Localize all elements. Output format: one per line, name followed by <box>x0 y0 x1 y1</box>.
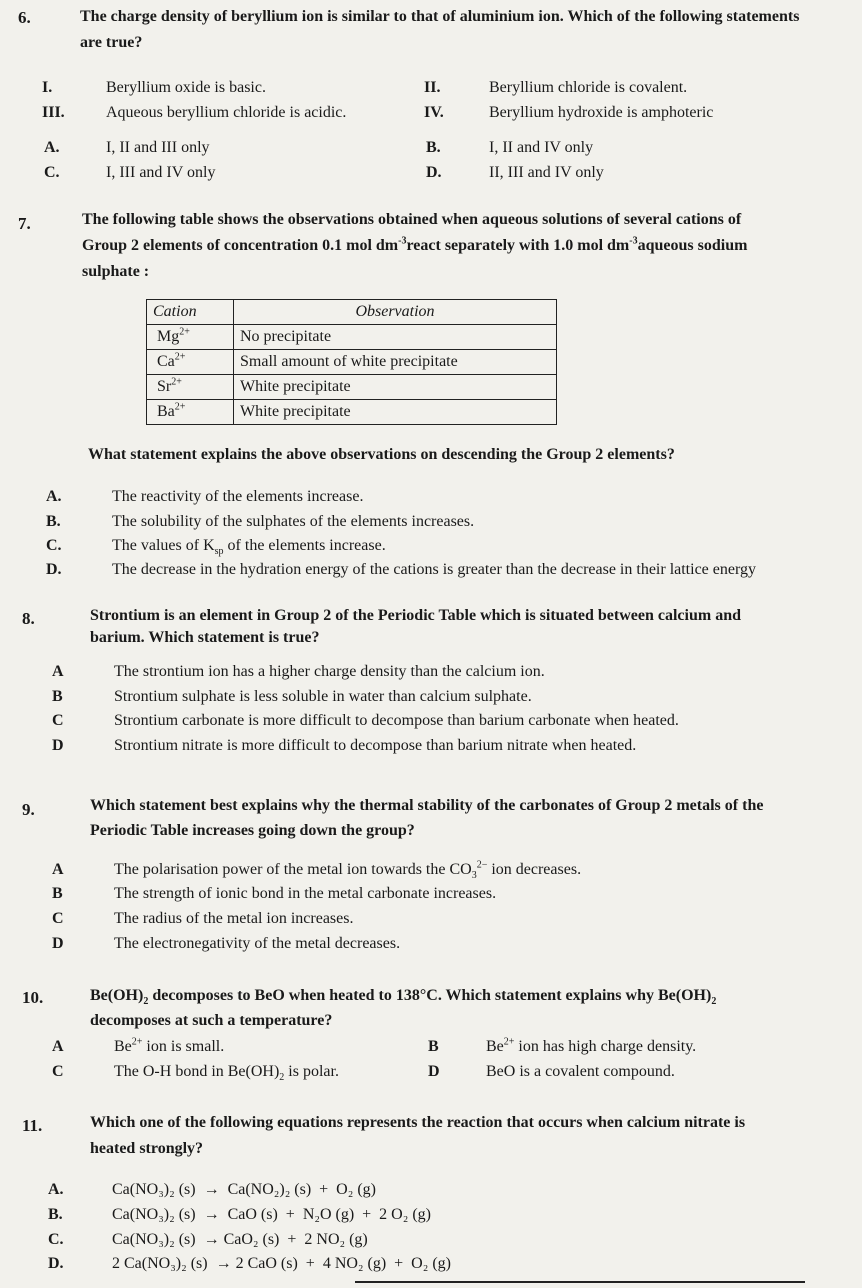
table-header: Cation <box>147 300 234 325</box>
observation-table <box>146 299 557 425</box>
option-label: D. <box>48 1255 64 1272</box>
option-label: A <box>52 663 64 680</box>
option-text: The values of $K_{sp}$ of the elements increase. <box>112 537 386 558</box>
option-text: I, II and IV only <box>489 139 594 156</box>
option-text: The polarisation power of the metal ion towards the $CO_3^{2-}$ ion decreases. <box>114 859 582 882</box>
question-stem-line: The following table shows the observations obtained when aqueous solutions of several cations of <box>82 211 742 228</box>
table-cell-cation: $Ca^{2+}$ <box>147 350 234 375</box>
option-label: B. <box>46 513 61 530</box>
option-label: C. <box>48 1231 64 1248</box>
table-cell-cation: $Ba^{2+}$ <box>147 400 234 425</box>
question-number: 7. <box>18 214 31 233</box>
divider-line <box>355 1281 805 1283</box>
question-stem-line: decomposes at such a temperature? <box>90 1012 333 1029</box>
statement-text: Beryllium chloride is covalent. <box>489 79 688 96</box>
option-label: B <box>52 688 63 705</box>
question-number: 9. <box>22 800 35 819</box>
question-stem-line: Which one of the following equations represents the reaction that occurs when calcium nitrate is <box>90 1114 746 1131</box>
question-stem-line: barium. Which statement is true? <box>90 629 320 646</box>
option-label: D. <box>426 164 442 181</box>
option-text: Strontium sulphate is less soluble in water than calcium sulphate. <box>114 688 532 705</box>
option-label: C. <box>46 537 62 554</box>
question-number: 8. <box>22 609 35 628</box>
option-label: D <box>428 1063 440 1080</box>
question-prompt: What statement explains the above observations on descending the Group 2 elements? <box>88 446 675 463</box>
table-row <box>147 325 557 350</box>
option-label: D <box>52 737 64 754</box>
question-stem-line: $Be(OH)_2$ decomposes to BeO when heated to 138°C. Which statement explains why $Be(OH)_2$ <box>90 987 717 1008</box>
option-label: C <box>52 910 64 927</box>
table-cell-cation: $Sr^{2+}$ <box>147 375 234 400</box>
option-text: Strontium nitrate is more difficult to decompose than barium nitrate when heated. <box>114 737 637 754</box>
table-row <box>147 400 557 425</box>
option-text: I, III and IV only <box>106 164 216 181</box>
option-equation: 2 Ca(NO₃)₂ (s) → 2 CaO (s) + 4 NO₂ (g) + O₂ (g) <box>112 1255 451 1272</box>
table-cell-observation: Small amount of white precipitate <box>234 350 557 375</box>
table-cell-observation: White precipitate <box>234 375 557 400</box>
table-cell-observation: White precipitate <box>234 400 557 425</box>
option-label: B. <box>48 1206 63 1223</box>
option-text: $Be^{2+}$ ion is small. <box>114 1036 225 1055</box>
table-header-row <box>147 300 557 325</box>
table-row <box>147 350 557 375</box>
table-row <box>147 375 557 400</box>
option-label: A <box>52 861 64 878</box>
option-equation: Ca(NO₃)₂ (s) → CaO₂ (s) + 2 NO₂ (g) <box>112 1231 368 1248</box>
option-label: B <box>428 1038 439 1055</box>
option-equation: Ca(NO₃)₂ (s) → CaO (s) + N₂O (g) + 2 O₂ (g) <box>112 1206 431 1223</box>
option-text: The strontium ion has a higher charge density than the calcium ion. <box>114 663 545 680</box>
option-text: The electronegativity of the metal decreases. <box>114 935 401 952</box>
option-text: The O-H bond in $Be(OH)_2$ is polar. <box>114 1063 339 1084</box>
question-stem-line: heated strongly? <box>90 1140 204 1157</box>
question-stem-line: Strontium is an element in Group 2 of the Periodic Table which is situated between calcium and <box>90 607 741 624</box>
option-label: D <box>52 935 64 952</box>
option-label: A. <box>44 139 60 156</box>
statement-label: II. <box>424 79 441 96</box>
option-label: A <box>52 1038 64 1055</box>
statement-text: Beryllium oxide is basic. <box>106 79 266 96</box>
option-text: II, III and IV only <box>489 164 604 181</box>
question-stem-line: Group 2 elements of concentration 0.1 mol $dm^{-3}react$ separately with 1.0 mol $dm^{-3}aqueous$ sodium <box>82 235 748 254</box>
option-label: C. <box>44 164 60 181</box>
option-text: The radius of the metal ion increases. <box>114 910 354 927</box>
option-label: C <box>52 712 64 729</box>
option-label: A. <box>48 1181 64 1198</box>
option-label: D. <box>46 561 62 578</box>
question-number: 11. <box>22 1116 43 1135</box>
question-stem: The charge density of beryllium ion is similar to that of aluminium ion. Which of the following statements are true? <box>80 8 800 51</box>
option-text: The decrease in the hydration energy of the cations is greater than the decrease in their lattice energy <box>112 561 757 578</box>
option-label: A. <box>46 488 62 505</box>
question-stem-line: Which statement best explains why the thermal stability of the carbonates of Group 2 metals of the <box>90 797 764 814</box>
option-label: B. <box>426 139 441 156</box>
option-label: C <box>52 1063 64 1080</box>
statement-text: Aqueous beryllium chloride is acidic. <box>106 104 347 121</box>
option-text: The strength of ionic bond in the metal carbonate increases. <box>114 885 497 902</box>
question-stem-line: Periodic Table increases going down the group? <box>90 822 415 839</box>
table-header: Observation <box>234 300 557 325</box>
table-cell-cation: $Mg^{2+}$ <box>147 325 234 350</box>
option-text: The solubility of the sulphates of the elements increases. <box>112 513 475 530</box>
question-stem-line: sulphate : <box>82 263 150 280</box>
question-number: 6. <box>18 8 31 27</box>
table-cell-observation: No precipitate <box>234 325 557 350</box>
option-text: $Be^{2+}$ ion has high charge density. <box>486 1036 697 1055</box>
statement-text: Beryllium hydroxide is amphoteric <box>489 104 714 121</box>
option-text: The reactivity of the elements increase. <box>112 488 364 505</box>
statement-label: IV. <box>424 104 444 121</box>
statement-label: III. <box>42 104 65 121</box>
option-label: B <box>52 885 63 902</box>
option-text: I, II and III only <box>106 139 210 156</box>
statement-label: I. <box>42 79 53 96</box>
option-text: BeO is a covalent compound. <box>486 1063 675 1080</box>
question-number: 10. <box>22 988 44 1007</box>
option-text: Strontium carbonate is more difficult to decompose than barium carbonate when heated. <box>114 712 679 729</box>
option-equation: Ca(NO₃)₂ (s) → Ca(NO₂)₂ (s) + O₂ (g) <box>112 1181 376 1198</box>
